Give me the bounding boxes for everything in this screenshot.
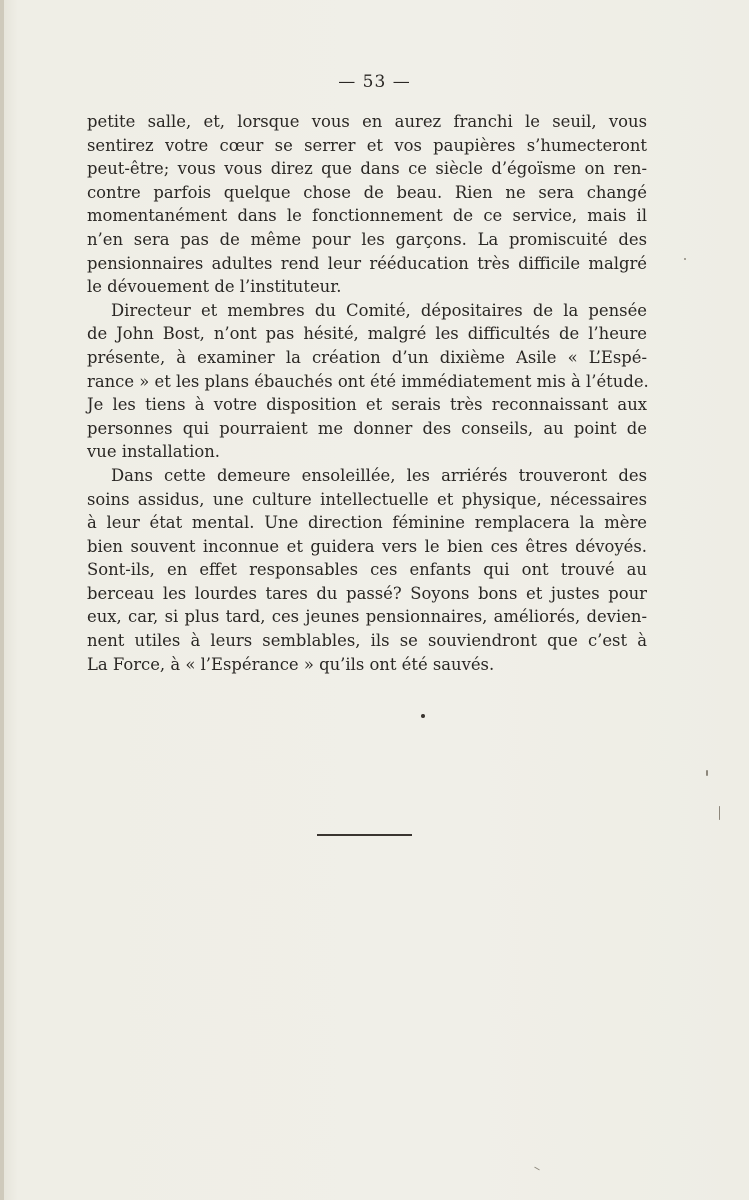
text-line: pensionnaires adultes rend leur rééducation très difficile malgré <box>87 253 647 273</box>
paragraph <box>87 464 647 676</box>
page-binding-edge <box>0 0 4 1200</box>
text-line: Sont-ils, en effet responsables ces enfants qui ont trouvé au <box>87 560 647 580</box>
text-line: eux, car, si plus tard, ces jeunes pensionnaires, améliorés, devien- <box>87 607 647 627</box>
text-line: présente, à examiner la création d’un dixième Asile « L’Espé- <box>87 347 647 367</box>
text-line: soins assidus, une culture intellectuelle et physique, nécessaires <box>87 489 647 509</box>
paper-speck <box>684 258 686 260</box>
text-line: Je les tiens à votre disposition et serais très reconnaissant aux <box>87 395 647 415</box>
text-line: Dans cette demeure ensoleillée, les arriérés trouveront des <box>111 465 647 485</box>
text-line: de John Bost, n’ont pas hésité, malgré les difficultés de l’heure <box>87 324 647 344</box>
end-rule <box>317 834 412 836</box>
text-line: berceau les lourdes tares du passé? Soyons bons et justes pour <box>87 583 647 603</box>
text-line: Directeur et membres du Comité, dépositaires de la pensée <box>111 300 647 320</box>
body-text <box>87 110 647 676</box>
text-line: rance » et les plans ébauchés ont été immédiatement mis à l’étude. <box>87 371 649 391</box>
text-line: personnes qui pourraient me donner des conseils, au point de <box>87 418 647 438</box>
paper-speck <box>534 1167 540 1171</box>
text-line: à leur état mental. Une direction féminine remplacera la mère <box>87 513 647 533</box>
text-line: le dévouement de l’instituteur. <box>87 277 342 297</box>
text-line: sentirez votre cœur se serrer et vos paupières s’humecteront <box>87 135 647 155</box>
text-line: bien souvent inconnue et guidera vers le bien ces êtres dévoyés. <box>87 536 647 556</box>
text-line: nent utiles à leurs semblables, ils se souviendront que c’est à <box>87 631 647 651</box>
paragraph <box>87 110 647 299</box>
text-line: peut-être; vous vous direz que dans ce siècle d’égoïsme on ren- <box>87 159 647 179</box>
text-line: contre parfois quelque chose de beau. Rien ne sera changé <box>87 182 647 202</box>
page-number: — 53 — <box>338 72 411 92</box>
text-line: momentanément dans le fonctionnement de ce service, mais il <box>87 206 647 226</box>
text-line: n’en sera pas de même pour les garçons. La promiscuité des <box>87 229 647 249</box>
paper-speck <box>719 806 720 820</box>
text-line: petite salle, et, lorsque vous en aurez franchi le seuil, vous <box>87 112 647 131</box>
paragraph <box>87 299 647 464</box>
text-line: La Force, à « l’Espérance » qu’ils ont été sauvés. <box>87 654 495 674</box>
paper-speck <box>706 770 708 776</box>
text-line: vue installation. <box>87 442 221 462</box>
ornament-dot <box>421 714 425 718</box>
